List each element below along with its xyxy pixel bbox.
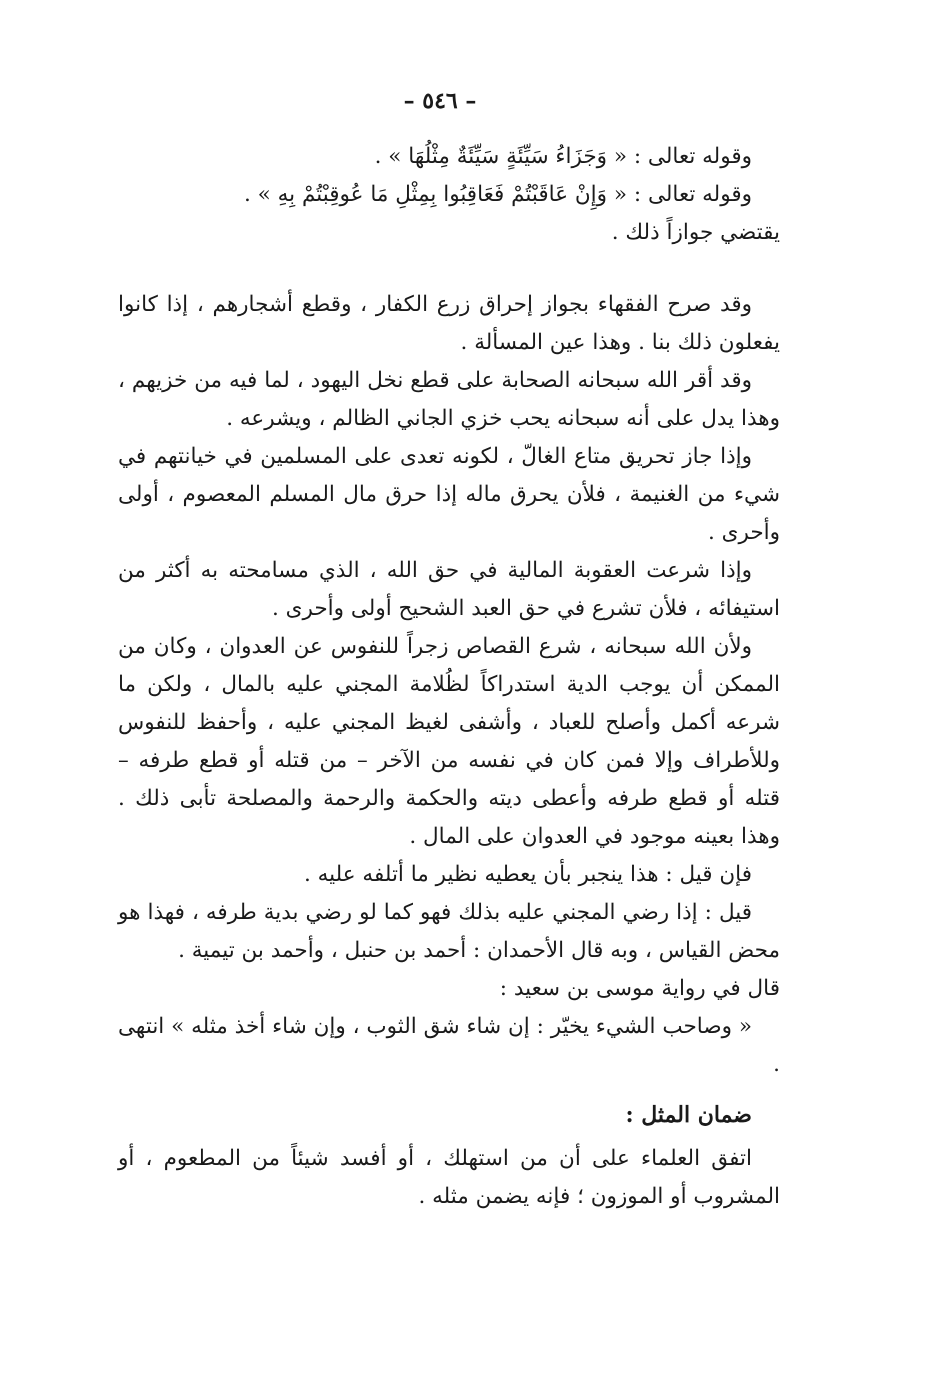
paragraph-objection: فإن قيل : هذا ينجبر بأن يعطيه نظير ما أتلفه عليه .: [303, 862, 752, 887]
paragraph-daman: اتفق العلماء على أن من استهلك ، أو أفسد شيئاً من المطعوم ، أو المشروب أو الموزون ؛ فإنه يضمن مثله .: [118, 1146, 780, 1209]
paragraph-gap: [118, 252, 780, 286]
paragraph-uquba: وإذا شرعت العقوبة المالية في حق الله ، الذي مسامحته به أكثر من استيفائه ، فلأن تشرع في حق العبد الشحيح أولى وأحرى .: [118, 558, 780, 621]
conclusion-line: يقتضي جوازاً ذلك .: [611, 220, 780, 245]
paragraph-fuqaha: وقد صرح الفقهاء بجواز إحراق زرع الكفار ، وقطع أشجارهم ، إذا كانوا يفعلون ذلك بنا . وهذا عين المسألة .: [118, 292, 780, 355]
page-number: – ٥٤٦ –: [403, 88, 477, 114]
section-heading: ضمان المثل :: [625, 1102, 752, 1128]
paragraph-qisas: ولأن الله سبحانه ، شرع القصاص زجراً للنفوس عن العدوان ، وكان من الممكن أن يوجب الدية استدراكاً لظُلامة المجني عليه بالمال ، ولكن ما شرعه أكمل وأصلح للعباد ، وأشفى لغيظ المجني عليه ، وأحفظ للنفوس وللأطراف وإلا فمن كان في نفسه من الآخر – من قتله أو قطع طرفه – قتله أو قطع طرفه وأعطى ديته والحكمة والرحمة والمصلحة تأبى ذلك . وهذا بعينه موجود في العدوان على المال .: [118, 634, 780, 849]
paragraph-ghal: وإذا جاز تحريق متاع الغالّ ، لكونه تعدى على المسلمين في خيانتهم في شيء من الغنيمة ، فلأن يحرق ماله إذا حرق مال المسلم المعصوم ، أولى وأحرى .: [118, 444, 780, 545]
paragraph-quote: « وصاحب الشيء يخيّر : إن شاء شق الثوب ، وإن شاء أخذ مثله » انتهى .: [118, 1014, 780, 1077]
paragraph-riwaya: قال في رواية موسى بن سعيد :: [499, 976, 780, 1001]
verse-paragraph-2: وقوله تعالى : « وَإِنْ عَاقَبْتُمْ فَعَاقِبُوا بِمِثْلِ مَا عُوقِبْتُمْ بِهِ » .: [243, 182, 752, 207]
text-body: [118, 138, 780, 1216]
paragraph-sahaba: وقد أقر الله سبحانه الصحابة على قطع نخل اليهود ، لما فيه من خزيهم ، وهذا يدل على أنه سبحانه يحب خزي الجاني الظالم ، ويشرعه .: [118, 368, 780, 431]
paragraph-reply: قيل : إذا رضي المجني عليه بذلك فهو كما لو رضي بدية طرفه ، فهذا هو محض القياس ، وبه قال الأحمدان : أحمد بن حنبل ، وأحمد بن تيمية .: [118, 900, 780, 963]
verse-paragraph-1: وقوله تعالى : « وَجَزَاءُ سَيِّئَةٍ سَيِّئَةٌ مِثْلُهَا » .: [374, 144, 752, 169]
